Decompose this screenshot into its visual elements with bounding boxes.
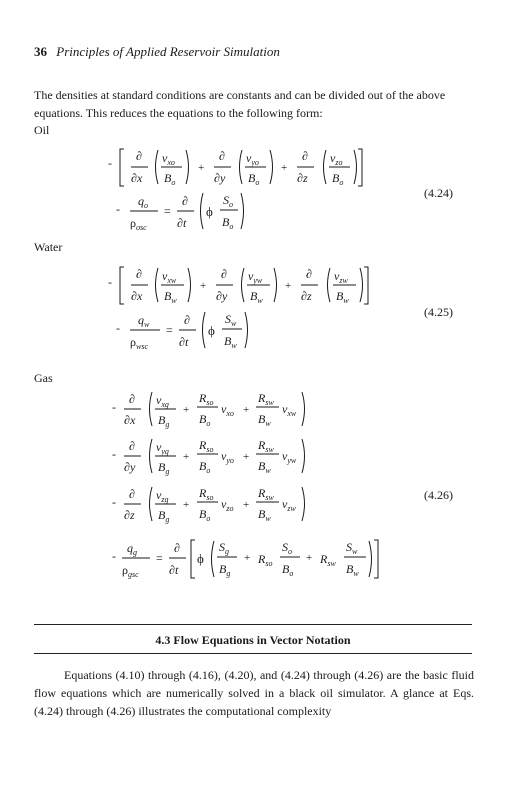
svg-text:Bo: $B_o$ bbox=[282, 562, 294, 578]
svg-text:+: + bbox=[198, 162, 205, 174]
svg-text:Bo: $B_o$ bbox=[332, 171, 344, 187]
svg-text:vxw: $v_{xw}$ bbox=[162, 269, 177, 285]
svg-text:-: - bbox=[116, 202, 120, 216]
body-text bbox=[34, 666, 474, 720]
svg-text:vyo: $v_{yo}$ bbox=[246, 151, 259, 167]
svg-text:Bw: $B_w$ bbox=[258, 459, 271, 475]
equation-gas bbox=[112, 391, 378, 579]
svg-text:∂: ∂ bbox=[219, 149, 225, 163]
svg-text:Sw: $S_w$ bbox=[225, 312, 237, 328]
page-number: 36 bbox=[34, 44, 47, 59]
svg-text:vxw: $v_{xw}$ bbox=[282, 402, 297, 418]
svg-text:Sg: $S_g$ bbox=[219, 540, 229, 556]
svg-text:-: - bbox=[112, 400, 116, 414]
svg-text:∂t: ∂t bbox=[179, 335, 189, 349]
svg-text:Rso: $R_{so}$ bbox=[199, 486, 214, 502]
svg-text:∂z: ∂z bbox=[297, 171, 308, 185]
svg-text:∂z: ∂z bbox=[124, 508, 135, 522]
svg-text:∂: ∂ bbox=[182, 194, 188, 208]
svg-text:∂: ∂ bbox=[129, 439, 135, 453]
svg-text:ρosc: $\rho_{osc}$ bbox=[130, 216, 147, 232]
svg-text:∂t: ∂t bbox=[169, 563, 179, 577]
svg-text:∂: ∂ bbox=[302, 149, 308, 163]
running-title: Principles of Applied Reservoir Simulation bbox=[56, 44, 280, 59]
svg-text:ρwsc: $\rho_{wsc}$ bbox=[130, 335, 148, 351]
svg-text:vzo: $v_{zo}$ bbox=[330, 151, 343, 167]
svg-text:Bg: $B_g$ bbox=[219, 562, 231, 578]
svg-text:-: - bbox=[112, 447, 116, 461]
svg-text:Bw: $B_w$ bbox=[164, 289, 177, 305]
svg-text:-: - bbox=[112, 549, 116, 563]
svg-text:Bo: $B_o$ bbox=[248, 171, 260, 187]
section-rule-bottom bbox=[34, 653, 472, 654]
svg-text:Bw: $B_w$ bbox=[224, 334, 237, 350]
svg-text:vyo: $v_{yo}$ bbox=[221, 449, 234, 465]
svg-text:qg: $q_g$ bbox=[127, 541, 137, 557]
svg-text:vzg: $v_{zg}$ bbox=[156, 488, 169, 504]
equation-oil bbox=[108, 149, 362, 232]
svg-text:qo: $q_o$ bbox=[138, 194, 148, 210]
svg-text:Rso: $R_{so}$ bbox=[199, 391, 214, 407]
svg-text:Bo: $B_o$ bbox=[199, 412, 211, 428]
svg-text:Rso: $R_{so}$ bbox=[199, 438, 214, 454]
svg-text:qw: $q_w$ bbox=[138, 313, 150, 329]
svg-text:Bo: $B_o$ bbox=[164, 171, 176, 187]
svg-text:Bg: $B_g$ bbox=[158, 413, 170, 429]
svg-text:+: + bbox=[200, 280, 207, 292]
svg-text:∂: ∂ bbox=[136, 149, 142, 163]
svg-text:vxo: $v_{xo}$ bbox=[162, 151, 175, 167]
svg-text:Bo: $B_o$ bbox=[222, 215, 234, 231]
svg-text:+: + bbox=[183, 451, 190, 463]
svg-text:=: = bbox=[156, 551, 163, 565]
equation-number-water: (4.25) bbox=[424, 305, 453, 319]
gas-label: Gas bbox=[34, 371, 53, 385]
svg-text:Bo: $B_o$ bbox=[199, 507, 211, 523]
svg-text:Sw: $S_w$ bbox=[346, 540, 358, 556]
svg-text:∂: ∂ bbox=[306, 267, 312, 281]
svg-text:+: + bbox=[183, 499, 190, 511]
svg-text:∂: ∂ bbox=[129, 487, 135, 501]
svg-text:Bg: $B_g$ bbox=[158, 508, 170, 524]
svg-text:=: = bbox=[166, 323, 173, 337]
svg-text:vyg: $v_{yg}$ bbox=[156, 440, 169, 456]
svg-text:+: + bbox=[183, 404, 190, 416]
svg-text:Bw: $B_w$ bbox=[258, 412, 271, 428]
svg-text:vxg: $v_{xg}$ bbox=[156, 393, 169, 409]
svg-text:∂y: ∂y bbox=[214, 171, 226, 185]
svg-text:vzw: $v_{zw}$ bbox=[282, 497, 296, 513]
water-label: Water bbox=[34, 240, 63, 254]
svg-text:Rsw: $R_{sw}$ bbox=[320, 552, 336, 568]
svg-text:So: $S_o$ bbox=[282, 540, 292, 556]
svg-text:∂x: ∂x bbox=[131, 289, 143, 303]
section-rule-top bbox=[34, 624, 472, 625]
svg-text:∂: ∂ bbox=[174, 541, 180, 555]
svg-text:Bo: $B_o$ bbox=[199, 459, 211, 475]
svg-text:ρgsc: $\rho_{gsc}$ bbox=[122, 563, 139, 579]
svg-text:+: + bbox=[285, 280, 292, 292]
svg-text:Bg: $B_g$ bbox=[158, 460, 170, 476]
svg-text:∂: ∂ bbox=[184, 313, 190, 327]
svg-text:Bw: $B_w$ bbox=[346, 562, 359, 578]
oil-label: Oil bbox=[34, 123, 50, 137]
svg-text:Bw: $B_w$ bbox=[250, 289, 263, 305]
svg-text:Rso: $R_{so}$ bbox=[258, 552, 273, 568]
intro-paragraph: The densities at standard conditions are constants and can be divided out of the above equations. This reduces the equations to the following form: bbox=[34, 88, 446, 120]
svg-text:+: + bbox=[244, 552, 251, 564]
svg-text:vzo: $v_{zo}$ bbox=[221, 497, 234, 513]
svg-text:vyw: $v_{yw}$ bbox=[282, 449, 297, 465]
equation-number-gas: (4.26) bbox=[424, 488, 453, 502]
svg-text:+: + bbox=[243, 499, 250, 511]
svg-text:∂x: ∂x bbox=[131, 171, 143, 185]
svg-text:+: + bbox=[243, 404, 250, 416]
svg-text:-: - bbox=[108, 156, 112, 170]
svg-text:Rsw: $R_{sw}$ bbox=[258, 486, 274, 502]
svg-text:∂y: ∂y bbox=[124, 460, 136, 474]
section-heading: 4.3 Flow Equations in Vector Notation bbox=[155, 633, 351, 647]
svg-text:+: + bbox=[281, 162, 288, 174]
svg-text:Rsw: $R_{sw}$ bbox=[258, 438, 274, 454]
svg-text:vxo: $v_{xo}$ bbox=[221, 402, 234, 418]
svg-text:∂y: ∂y bbox=[216, 289, 228, 303]
svg-text:Bw: $B_w$ bbox=[258, 507, 271, 523]
svg-text:vzw: $v_{zw}$ bbox=[334, 269, 348, 285]
svg-text:+: + bbox=[243, 451, 250, 463]
svg-text:Bw: $B_w$ bbox=[336, 289, 349, 305]
svg-text:-: - bbox=[116, 321, 120, 335]
svg-text:So: $S_o$ bbox=[223, 193, 233, 209]
svg-text:=: = bbox=[164, 204, 171, 218]
equation-water bbox=[108, 267, 368, 351]
svg-text:-: - bbox=[108, 275, 112, 289]
svg-text:vyw: $v_{yw}$ bbox=[248, 269, 263, 285]
svg-text:Rsw: $R_{sw}$ bbox=[258, 391, 274, 407]
svg-text:ϕ: ϕ bbox=[206, 204, 213, 219]
svg-text:∂t: ∂t bbox=[177, 216, 187, 230]
svg-text:∂z: ∂z bbox=[301, 289, 312, 303]
svg-text:ϕ: ϕ bbox=[197, 551, 204, 566]
body-paragraph: Equations (4.10) through (4.16), (4.20), and (4.24) through (4.26) are the basic fluid flow equations which are numerically solved in a black oil simulator. A glance at Eqs. (4.24) through (4.26) illustrates the computational complexity bbox=[34, 668, 474, 718]
svg-text:-: - bbox=[112, 495, 116, 509]
svg-text:∂: ∂ bbox=[136, 267, 142, 281]
svg-text:ϕ: ϕ bbox=[208, 323, 215, 338]
svg-text:+: + bbox=[306, 552, 313, 564]
svg-text:∂: ∂ bbox=[129, 392, 135, 406]
equation-number-oil: (4.24) bbox=[424, 186, 453, 200]
svg-text:∂x: ∂x bbox=[124, 413, 136, 427]
svg-text:∂: ∂ bbox=[221, 267, 227, 281]
